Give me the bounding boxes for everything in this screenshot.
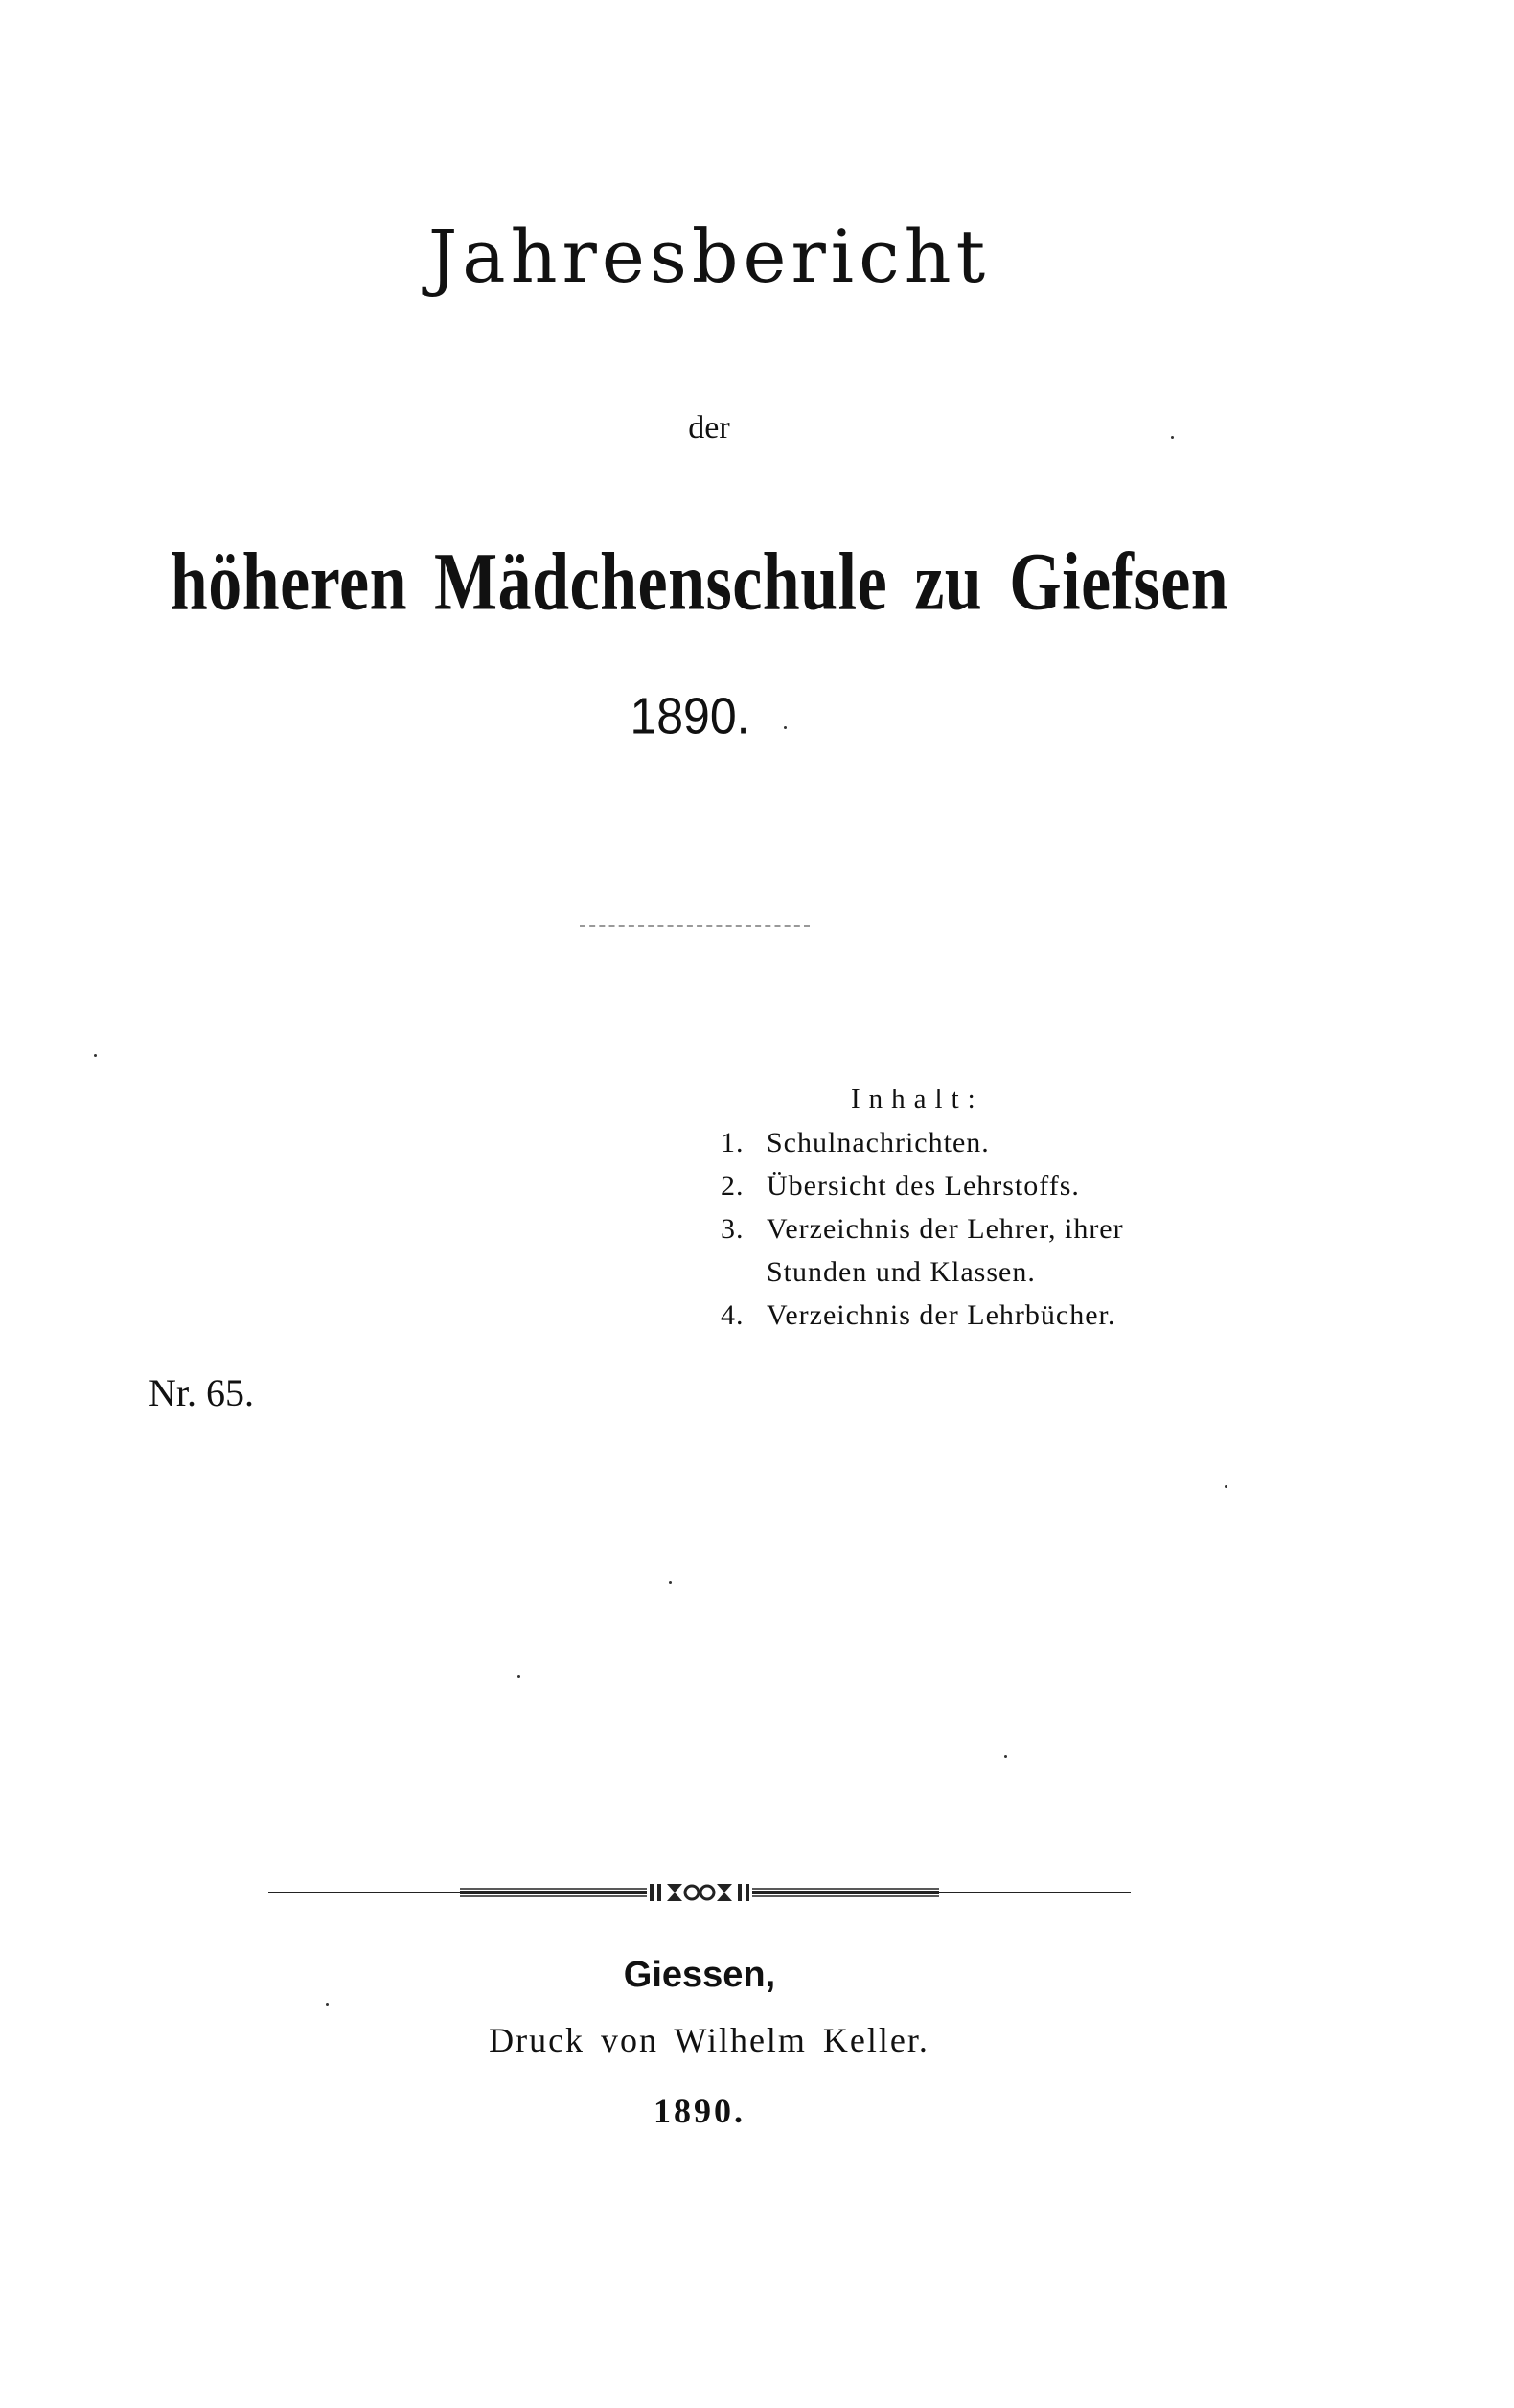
school-name: höheren Mädchenschule zu Giefsen (170, 538, 1229, 629)
contents-item-continuation: Stunden und Klassen. (767, 1256, 1036, 1288)
imprint-year: 1890. (654, 2092, 746, 2130)
table-of-contents (709, 1078, 1227, 1337)
paper-speck (326, 2003, 329, 2006)
contents-item (709, 1164, 1227, 1207)
contents-item-number: 3. (721, 1213, 745, 1245)
contents-item (709, 1121, 1227, 1164)
contents-item-text: Schulnachrichten. (767, 1127, 990, 1158)
ornamental-rule (268, 1878, 1131, 1907)
paper-speck (669, 1581, 672, 1584)
section-divider (580, 925, 810, 927)
contents-item (709, 1207, 1227, 1250)
contents-heading: Inhalt: (851, 1084, 984, 1114)
issue-number: Nr. 65. (149, 1371, 254, 1414)
contents-item-number: 2. (721, 1170, 745, 1202)
paper-speck (1171, 436, 1174, 439)
contents-item-text: Verzeichnis der Lehrbücher. (767, 1299, 1116, 1331)
contents-item-number: 1. (721, 1127, 745, 1158)
paper-speck (1004, 1755, 1007, 1758)
preposition: der (688, 410, 730, 446)
imprint-printer: Druck von Wilhelm Keller. (489, 2021, 929, 2059)
contents-item-text: Verzeichnis der Lehrer, ihrer (767, 1213, 1124, 1245)
report-title: Jahresbericht (427, 214, 991, 299)
contents-item (709, 1294, 1227, 1337)
paper-speck (1225, 1485, 1227, 1488)
contents-item-text: Übersicht des Lehrstoffs. (767, 1170, 1080, 1202)
paper-speck (517, 1675, 520, 1678)
imprint-city: Giessen, (623, 1955, 776, 1995)
paper-speck (784, 726, 787, 729)
report-year: 1890. (630, 686, 750, 745)
paper-speck (94, 1054, 97, 1057)
contents-item-number: 4. (721, 1299, 745, 1331)
